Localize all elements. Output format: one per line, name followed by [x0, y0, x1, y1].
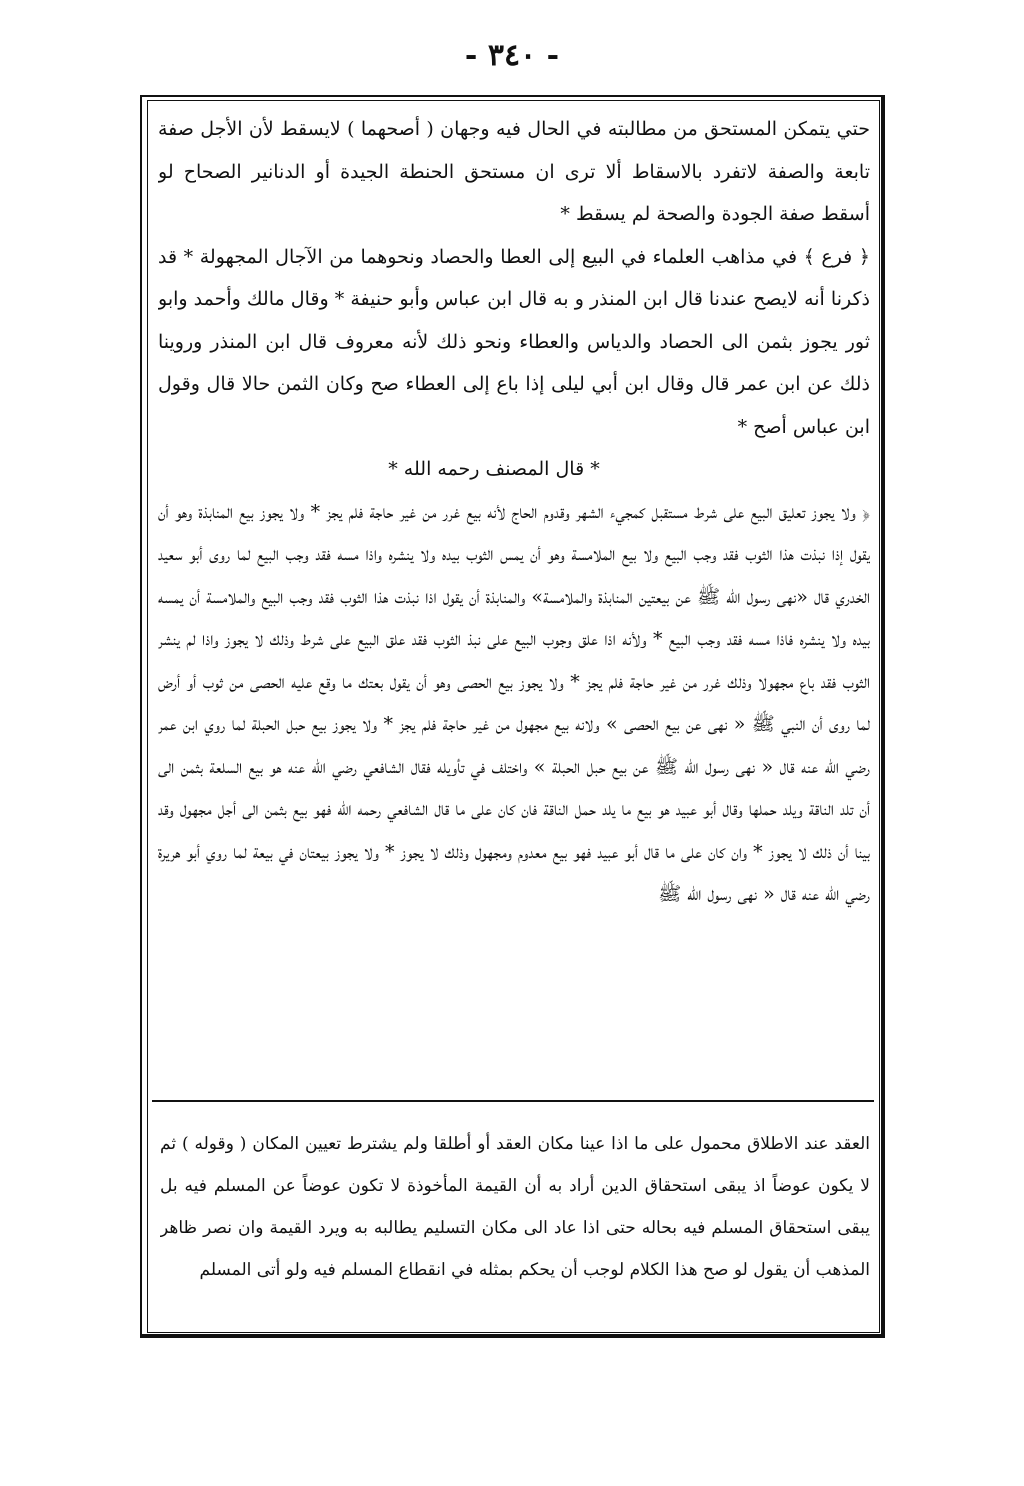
paragraph-ruling: ﴿ ولا يجوز تعليق البيع على شرط مستقبل كمجيء الشهر وقدوم الحاج لأنه بيع غرر من غير حاجة فلم يجز * ولا يجوز بيع المنابذة وهو أن يقول إذا نبذت هذا الثوب فقد وجب البيع ولا بيع الملامسة وهو أن يمس الثوب بيده ولا ينشره واذا مسه فقد وجب البيع لما روى أبو سعيد الخدري قال «نهى رسول الله ﷺ عن بيعتين المنابذة والملامسة» والمنابذة أن يقول اذا نبذت هذا الثوب فقد وجب البيع والملامسة أن يمسه بيده ولا ينشره فاذا مسه فقد وجب البيع * ولأنه اذا علق وجوب البيع على نبذ الثوب فقد علق البيع على شرط وذلك لا يجوز واذا لم ينشر الثوب فقد باع مجهولا وذلك غرر من غير حاجة فلم يجز * ولا يجوز بيع الحصى وهو أن يقول بعتك ما وقع عليه الحصى من ثوب أو أرض لما روى أن النبي ﷺ « نهى عن بيع الحصى » ولانه بيع مجهول من غير حاجة فلم يجز * ولا يجوز بيع حبل الحبلة لما روي ابن عمر رضي الله عنه قال « نهى رسول الله ﷺ عن بيع حبل الحبلة » واختلف في تأويله فقال الشافعي رضي الله عنه هو بيع السلعة بثمن الى أن تلد الناقة ويلد حملها وقال أبو عبيد هو بيع ما يلد حمل الناقة فان كان على ما قال الشافعي رحمه الله فهو بيع بثمن الى أجل مجهول وقد بينا أن ذلك لا يجوز * وان كان على ما قال أبو عبيد فهو بيع معدوم ومجهول وذلك لا يجوز * ولا يجوز بيعتان في بيعة لما روي أبو هريرة رضي الله عنه قال « نهى رسول الله ﷺ: [158, 500, 870, 905]
page-number: - ٣٤٠ -: [464, 38, 560, 73]
main-text-block: [158, 108, 870, 1088]
footnote-separator: [152, 1100, 874, 1102]
author-heading: * قال المصنف رحمه الله *: [388, 458, 600, 480]
footnote-text: العقد عند الاطلاق محمول على ما اذا عينا مكان العقد أو أطلقا ولم يشترط تعيين المكان ( وقوله ) ثم لا يكون عوضاً اذ يبقى استحقاق الدين أراد به أن القيمة المأخوذة لا تكون عوضاً عن المسلم فيه بل يبقى استحقاق المسلم فيه بحاله حتى اذا عاد الى مكان التسليم يطالبه به ويرد القيمة وان نصر ظاهر المذهب أن يقول لو صح هذا الكلام لوجب أن يحكم بمثله في انقطاع المسلم فيه ولو أتى المسلم: [160, 1134, 870, 1280]
footnote-block: [160, 1123, 870, 1333]
paragraph-continuation: حتي يتمكن المستحق من مطالبته في الحال فيه وجهان ( أصحهما ) لايسقط لأن الأجل صفة تابعة والصفة لاتفرد بالاسقاط ألا ترى ان مستحق الحنطة الجيدة أو الدنانير الصحاح لو أسقط صفة الجودة والصحة لم يسقط *: [158, 118, 870, 225]
paragraph-far-section: ﴿ فرع ﴾ في مذاهب العلماء في البيع إلى العطا والحصاد ونحوهما من الآجال المجهولة * قد ذكرنا أنه لايصح عندنا قال ابن المنذر و به قال ابن عباس وأبو حنيفة * وقال مالك وأحمد وابو ثور يجوز بثمن الى الحصاد والدياس والعطاء ونحو ذلك لأنه معروف قال ابن المنذر وروينا ذلك عن ابن عمر قال وقال ابن أبي ليلى إذا باع إلى العطاء صح وكان الثمن حالا قال وقول ابن عباس أصح *: [158, 245, 870, 438]
